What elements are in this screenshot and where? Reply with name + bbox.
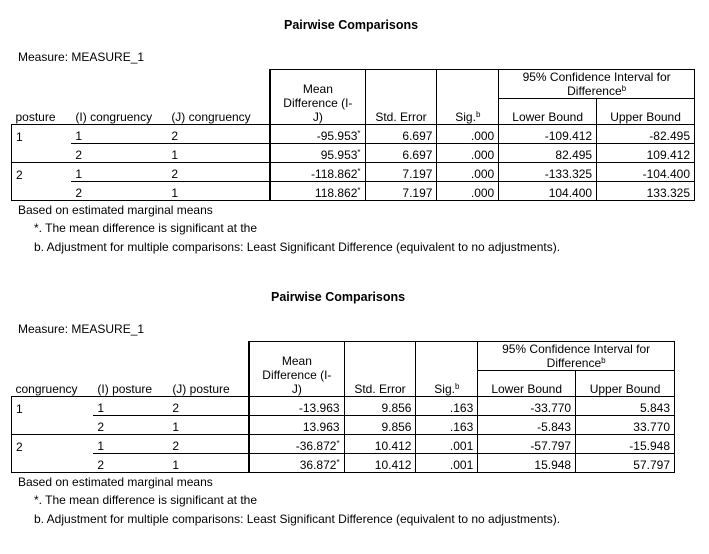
table-2 [11, 341, 675, 473]
table-2-header-i: (I) posture [93, 342, 168, 397]
table-row: 1 1 2 -95.953* 6.697 .000 -109.412 -82.495 [12, 125, 695, 144]
table-row: 2 1 118.862* 7.197 .000 104.400 133.325 [12, 182, 695, 201]
table-2-footnote-1: Based on estimated marginal means [18, 475, 213, 489]
table-row: 2 1 2 -118.862* 7.197 .000 -133.325 -104.400 [12, 163, 695, 182]
table-2-title: Pairwise Comparisons [271, 290, 406, 304]
table-1-header-mean-diff: Mean Difference (I- J) [270, 70, 365, 125]
table-row: 2 1 2 -36.872* 10.412 .001 -57.797 -15.948 [12, 435, 675, 454]
table-2-footnote-3: b. Adjustment for multiple comparisons: Least Significant Difference (equivalent to no adjustments). [34, 512, 561, 526]
table-1 [11, 69, 695, 201]
table-2-header-ci: 95% Confidence Interval for Difference$^b$ [478, 342, 675, 371]
table-2-footnote-2: *. The mean difference is significant at the [34, 493, 258, 507]
table-2-header-j: (J) posture [168, 342, 249, 397]
table-1-footnote-3: b. Adjustment for multiple comparisons: Least Significant Difference (equivalent to no adjustments). [34, 240, 561, 254]
table-1-footnote-2: *. The mean difference is significant at the [34, 221, 258, 235]
table-1-header-sig: Sig.$^b$ [437, 70, 499, 125]
table-1-header-factor: posture [12, 70, 72, 125]
table-1-header-i: (I) congruency [71, 70, 167, 125]
table-1-header-upper: Upper Bound [597, 99, 695, 125]
table-2-header-factor: congruency [12, 342, 94, 397]
table-1-header-std-error: Std. Error [365, 70, 437, 125]
table-2-header-upper: Upper Bound [576, 371, 675, 397]
table-2-header-lower: Lower Bound [478, 371, 576, 397]
table-1-footnote-1: Based on estimated marginal means [18, 203, 213, 217]
table-1-header-j: (J) congruency [167, 70, 270, 125]
table-2-header-sig: Sig.$^b$ [416, 342, 478, 397]
table-1-header-lower: Lower Bound [499, 99, 597, 125]
table-row: 2 1 13.963 9.856 .163 -5.843 33.770 [12, 416, 675, 435]
table-row: 2 1 36.872* 10.412 .001 15.948 57.797 [12, 454, 675, 473]
table-row: 2 1 95.953* 6.697 .000 82.495 109.412 [12, 144, 695, 163]
table-row: 1 1 2 -13.963 9.856 .163 -33.770 5.843 [12, 397, 675, 416]
table-2-measure: Measure: MEASURE_1 [18, 322, 145, 336]
table-1-header-ci: 95% Confidence Interval for Difference$^b$ [499, 70, 695, 99]
table-2-header-std-error: Std. Error [344, 342, 416, 397]
table-1-measure: Measure: MEASURE_1 [18, 50, 145, 64]
table-2-header-mean-diff: Mean Difference (I- J) [249, 342, 344, 397]
table-1-title: Pairwise Comparisons [284, 18, 419, 32]
